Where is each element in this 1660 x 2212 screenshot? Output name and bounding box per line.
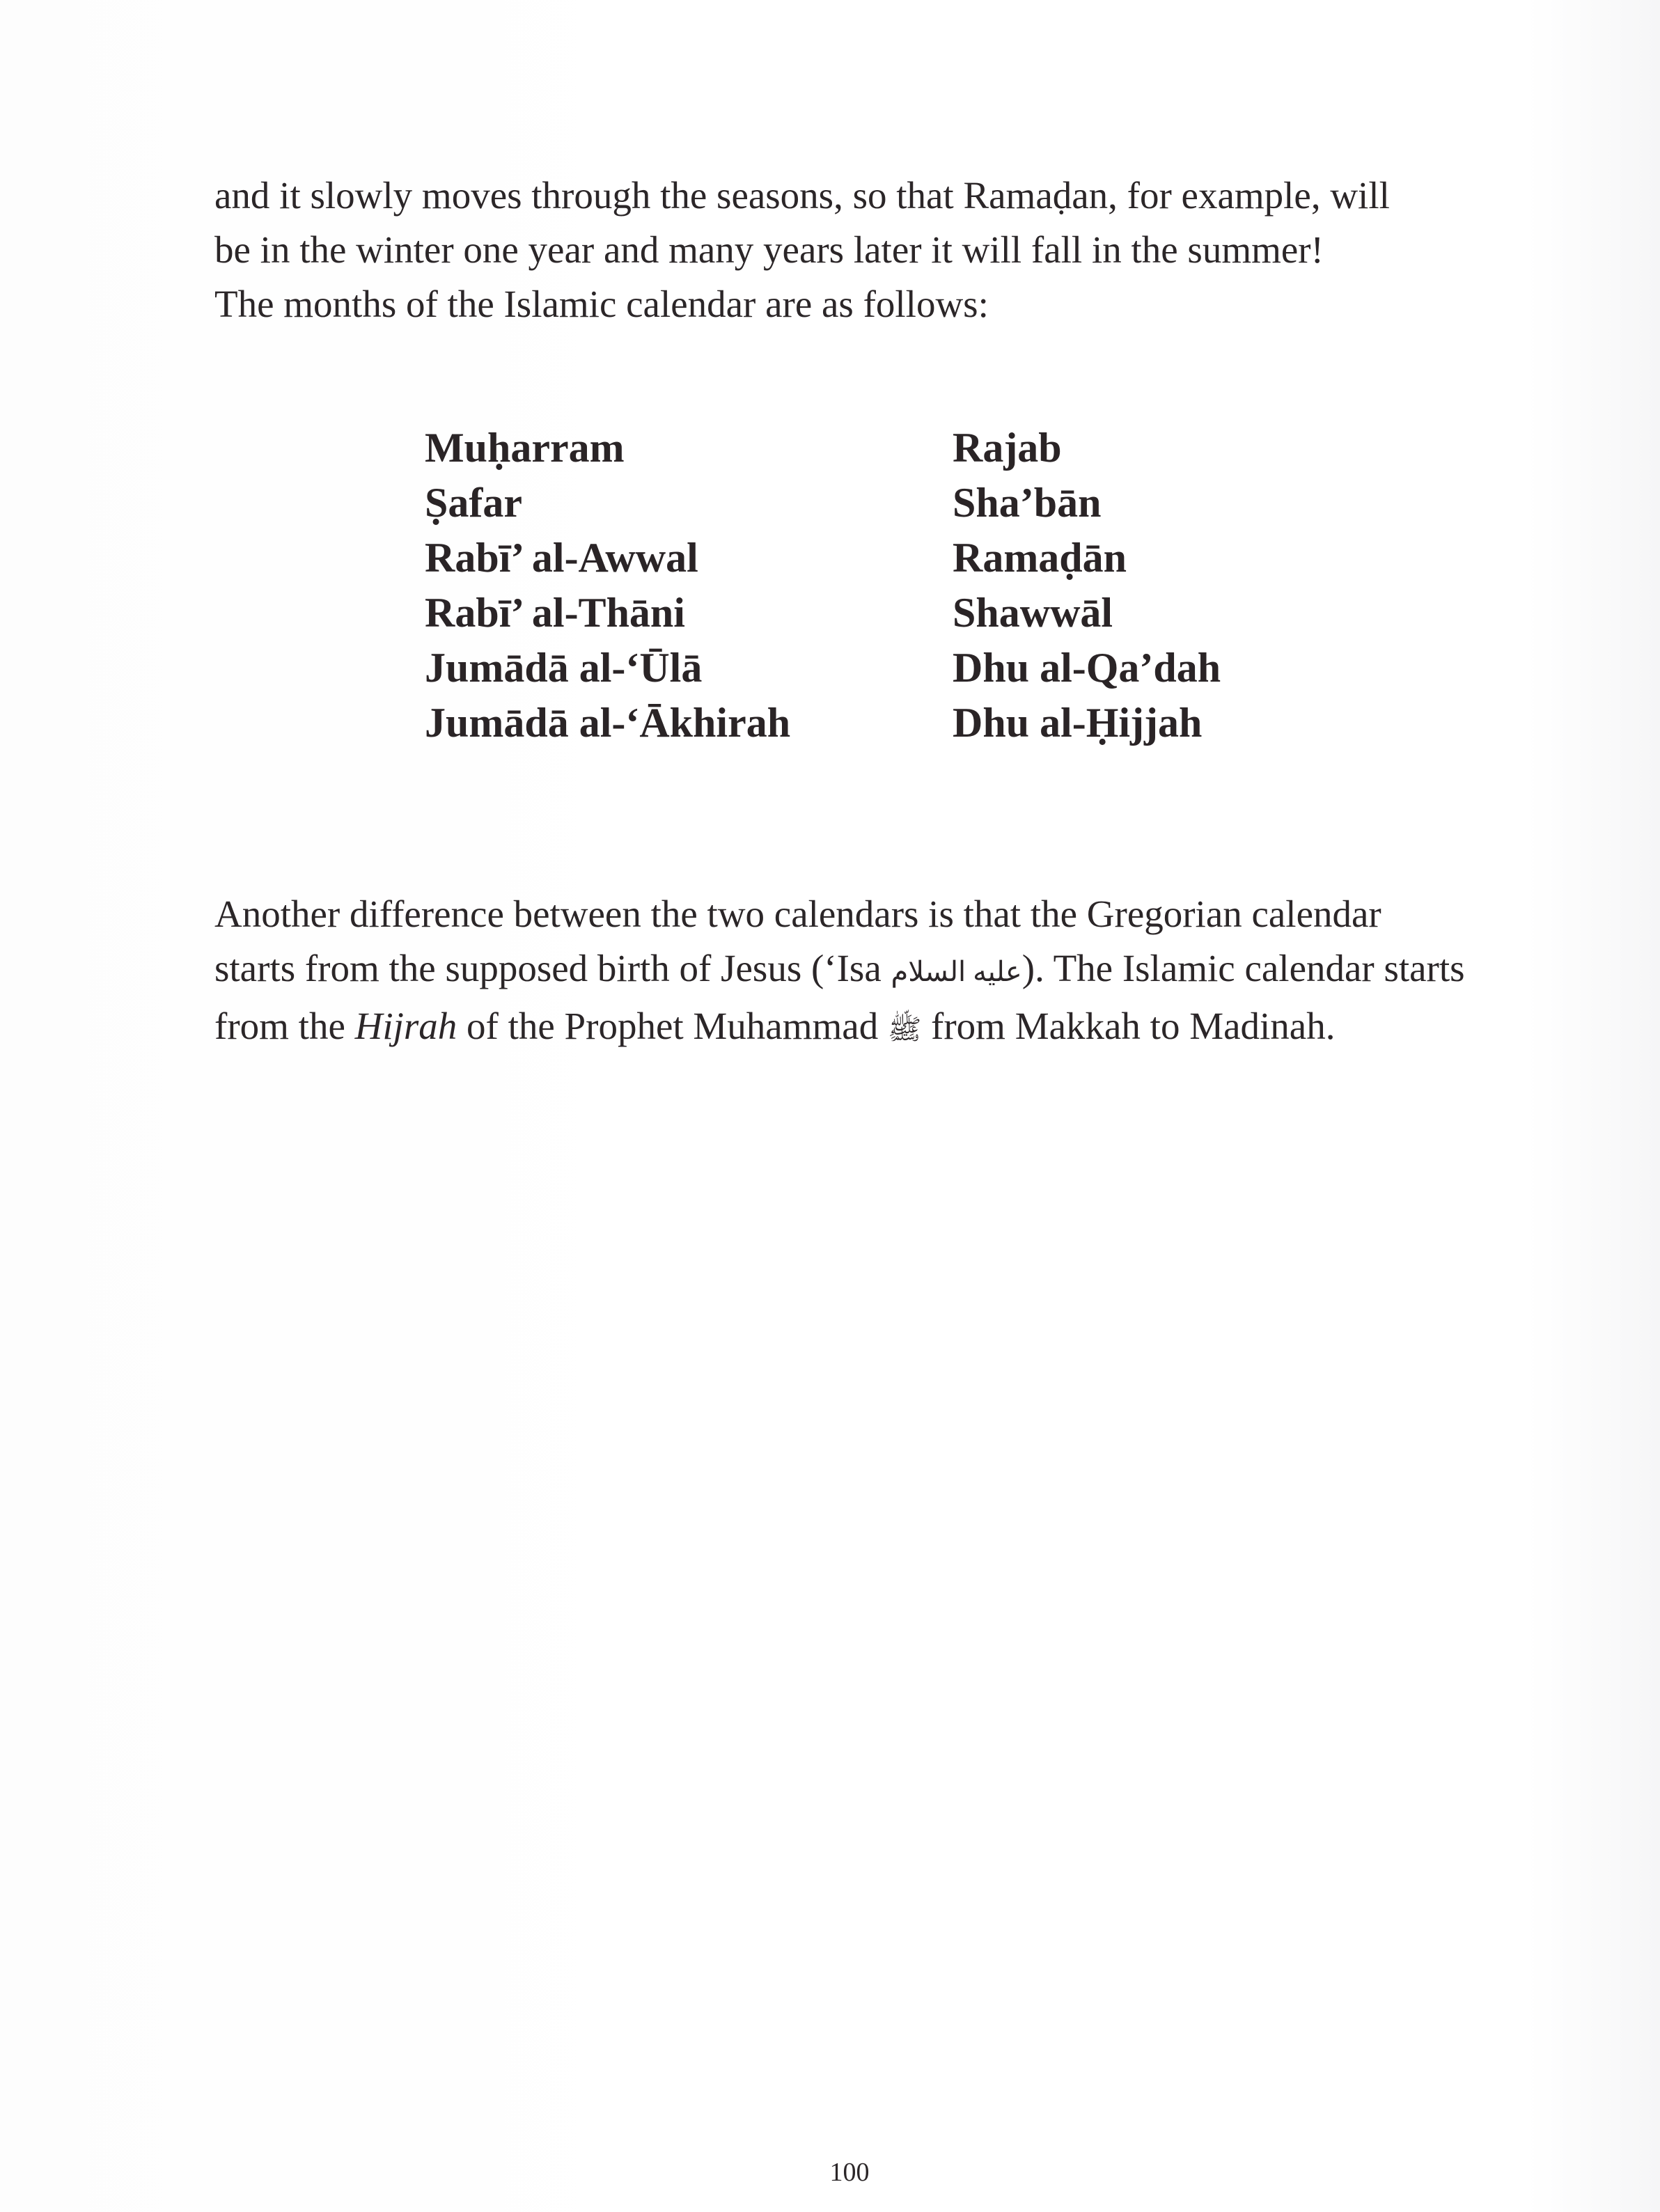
month-item: Rabī’ al-Thāni	[425, 590, 685, 636]
difference-line-3	[214, 999, 1489, 1057]
salutation-glyph-icon: ﷺ	[887, 1014, 922, 1045]
month-item: Jumādā al-‘Ākhirah	[425, 700, 791, 746]
month-item: Jumādā al-‘Ūlā	[425, 645, 703, 691]
honorific-glyph-icon: عليه السلام	[891, 956, 1022, 987]
month-item: Dhu al-Qa’dah	[953, 645, 1221, 691]
month-item: Shawwāl	[953, 590, 1113, 636]
month-item: Rajab	[953, 425, 1062, 471]
calendar-difference-paragraph	[214, 887, 1489, 1057]
hijrah-term: Hijrah	[354, 1005, 457, 1047]
text-segment: ). The Islamic calendar starts	[1021, 947, 1465, 989]
difference-line-1: Another difference between the two calendars is that the Gregorian calendar	[214, 893, 1381, 935]
intro-line-2: be in the winter one year and many years later it will fall in the summer!	[214, 228, 1324, 271]
month-item: Dhu al-Ḥijjah	[953, 700, 1203, 746]
page-number: 100	[829, 2158, 870, 2187]
month-item: Rabī’ al-Awwal	[425, 535, 698, 581]
months-list-left	[425, 421, 790, 751]
text-segment: from the	[214, 1005, 355, 1047]
text-segment: starts from the supposed birth of Jesus (‘Isa	[214, 947, 891, 989]
intro-line-3: The months of the Islamic calendar are as follows:	[214, 283, 989, 325]
intro-line-1: and it slowly moves through the seasons, so that Ramaḍan, for example, will	[214, 174, 1390, 217]
difference-line-2	[214, 941, 1489, 999]
text-segment: of the Prophet Muhammad	[457, 1005, 888, 1047]
month-item: Ramaḍān	[953, 535, 1127, 581]
text-segment: from Makkah to Madinah.	[921, 1005, 1336, 1047]
months-list-right	[953, 421, 1221, 751]
month-item: Muḥarram	[425, 425, 625, 471]
intro-paragraph	[214, 168, 1489, 331]
month-item: Sha’bān	[953, 480, 1102, 526]
month-item: Ṣafar	[425, 480, 522, 526]
